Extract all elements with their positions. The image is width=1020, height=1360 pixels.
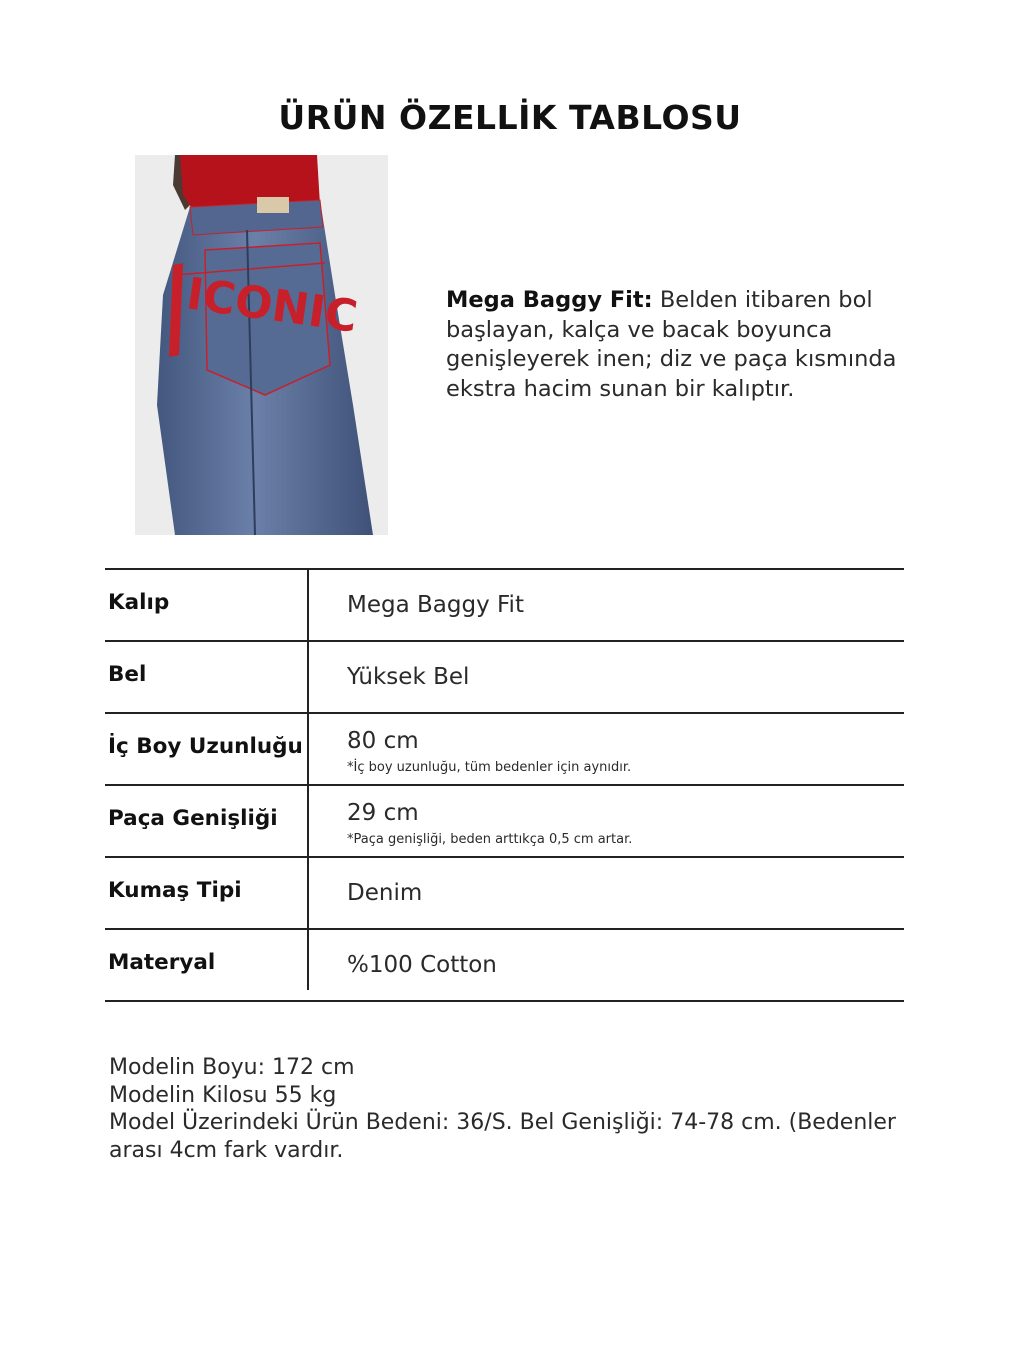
- fit-description: [446, 286, 936, 404]
- model-info: [109, 1054, 899, 1164]
- row-note: *İç boy uzunluğu, tüm bedenler için aynıdır.: [347, 760, 632, 775]
- row-label: Kalıp: [108, 590, 170, 615]
- row-label: Bel: [108, 662, 147, 687]
- table-row: [105, 856, 904, 928]
- row-label: Kumaş Tipi: [108, 878, 242, 903]
- table-row: [105, 784, 904, 856]
- fit-text: Belden itibaren bol başlayan, kalça ve bacak boyunca genişleyerek inen; diz ve paça kısmında ekstra hacim sunan bir kalıptır.: [446, 287, 897, 402]
- row-value: 29 cm: [347, 800, 419, 826]
- jeans-illustration: [135, 155, 388, 535]
- row-note: *Paça genişliği, beden arttıkça 0,5 cm artar.: [347, 832, 633, 847]
- iconic-logo: ICONIC: [183, 268, 361, 343]
- row-value: Mega Baggy Fit: [347, 592, 524, 618]
- table-column-divider: [307, 568, 309, 990]
- product-photo: [135, 155, 388, 535]
- table-row: [105, 712, 904, 784]
- table-row: [105, 568, 904, 640]
- row-value: Denim: [347, 880, 423, 906]
- spec-table: [105, 568, 904, 1002]
- row-label: Materyal: [108, 950, 216, 975]
- model-size: Model Üzerindeki Ürün Bedeni: 36/S. Bel Genişliği: 74-78 cm. (Bedenler arası 4cm fark vardır.: [109, 1110, 896, 1163]
- row-value: Yüksek Bel: [347, 664, 470, 690]
- table-row: [105, 928, 904, 1002]
- table-row: [105, 640, 904, 712]
- model-height: Modelin Boyu: 172 cm: [109, 1055, 355, 1080]
- row-label: İç Boy Uzunluğu: [108, 734, 303, 759]
- page-title: ÜRÜN ÖZELLİK TABLOSU: [278, 98, 742, 137]
- model-weight: Modelin Kilosu 55 kg: [109, 1082, 337, 1108]
- row-value: 80 cm: [347, 728, 419, 754]
- row-value: %100 Cotton: [347, 952, 497, 978]
- fit-term: Mega Baggy Fit:: [446, 287, 653, 313]
- row-label: Paça Genişliği: [108, 806, 278, 831]
